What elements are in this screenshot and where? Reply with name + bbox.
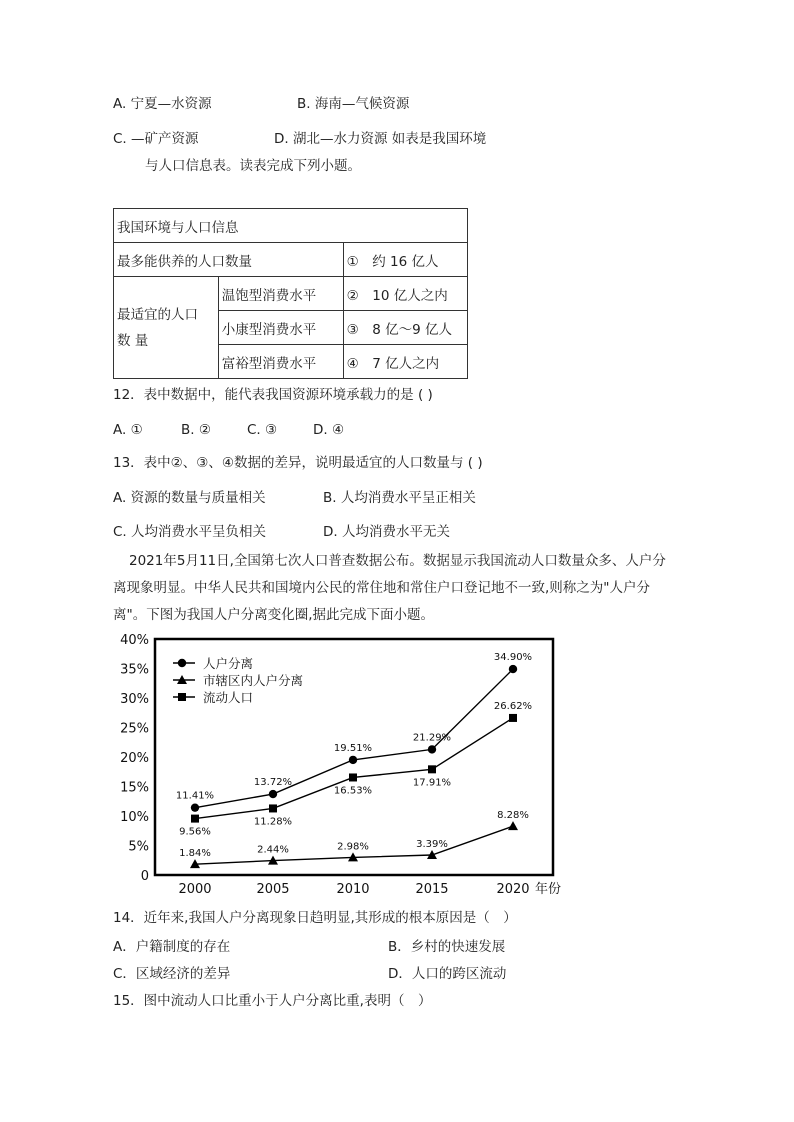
table-cell-value: ② 10 亿人之内 — [343, 277, 467, 311]
table-title: 我国环境与人口信息 — [114, 209, 468, 243]
q12-option-b: B. ② — [181, 422, 211, 438]
data-label: 21.29% — [412, 732, 452, 744]
data-label: 2.44% — [257, 844, 289, 856]
y-tick-label: 15% — [120, 780, 149, 796]
data-label: 34.90% — [493, 652, 533, 664]
data-point-marker — [428, 765, 436, 773]
legend-label: 流动人口 — [203, 690, 254, 705]
series-line — [195, 718, 513, 819]
q13-option-c: C. 人均消费水平呈负相关 — [113, 524, 267, 540]
data-label: 2.98% — [337, 841, 369, 853]
data-point-marker — [508, 821, 518, 830]
q13-option-b: B. 人均消费水平呈正相关 — [323, 490, 476, 506]
passage-line-3: 离"。下图为我国人户分离变化圈,据此完成下面小题。 — [113, 607, 435, 623]
q12-option-a: A. ① — [113, 422, 143, 438]
table-cell-label: 小康型消费水平 — [218, 311, 343, 345]
q11-option-b: B. 海南—气候资源 — [297, 96, 410, 112]
passage-line-2: 离现象明显。中华人民共和国境内公民的常住地和常住户口登记地不一致,则称之为"人户分 — [113, 580, 650, 596]
data-point-marker — [349, 756, 357, 764]
q14-option-c: C．区域经济的差异 — [113, 966, 231, 982]
data-label: 17.91% — [412, 777, 452, 789]
data-label: 13.72% — [253, 777, 293, 789]
x-axis-unit-label: 年份 — [535, 882, 562, 897]
data-point-marker — [428, 745, 436, 753]
x-tick-label: 2010 — [336, 882, 370, 897]
passage-line-1: 2021年5月11日,全国第七次人口普查数据公布。数据显示我国流动人口数量众多、人户分 — [129, 553, 666, 569]
q11-option-a: A. 宁夏—水资源 — [113, 96, 212, 112]
population-separation-line-chart — [110, 630, 570, 898]
q11-option-d: D. 湖北—水力资源 如表是我国环境 — [274, 131, 487, 147]
y-tick-label: 0 — [140, 869, 149, 884]
y-tick-label: 40% — [120, 633, 149, 648]
table-cell-label: 富裕型消费水平 — [218, 345, 343, 379]
q14-stem: 14．近年来,我国人户分离现象日趋明显,其形成的根本原因是（ ） — [113, 910, 517, 926]
data-label: 16.53% — [333, 785, 373, 797]
q14-option-a: A．户籍制度的存在 — [113, 939, 231, 955]
data-point-marker — [509, 665, 517, 673]
data-point-marker — [269, 790, 277, 798]
q13-option-d: D. 人均消费水平无关 — [323, 524, 450, 540]
data-label: 8.28% — [497, 810, 529, 822]
y-tick-label: 35% — [120, 662, 149, 678]
legend-marker — [178, 693, 186, 701]
q12-stem: 12．表中数据中，能代表我国资源环境承载力的是 ( ) — [113, 387, 433, 403]
table-row-max-population-label: 最多能供养的人口数量 — [114, 243, 344, 277]
q12-option-d: D. ④ — [313, 422, 345, 438]
data-label: 1.84% — [179, 848, 211, 860]
x-tick-label: 2015 — [415, 882, 449, 897]
data-point-marker — [349, 773, 357, 781]
table-group-label — [114, 277, 219, 379]
data-label: 19.51% — [333, 742, 373, 754]
q13-stem: 13．表中②、③、④数据的差异，说明最适宜的人口数量与 ( ) — [113, 455, 483, 471]
data-label: 11.41% — [175, 790, 215, 802]
data-label: 3.39% — [416, 838, 448, 850]
q12-option-c: C. ③ — [247, 422, 278, 438]
y-tick-label: 5% — [128, 839, 149, 855]
x-tick-label: 2020 — [496, 882, 530, 897]
table-cell-label: 温饱型消费水平 — [218, 277, 343, 311]
data-label: 11.28% — [253, 816, 293, 828]
legend-label: 市辖区内人户分离 — [203, 673, 304, 688]
legend-marker — [178, 659, 186, 667]
environment-population-table — [113, 208, 468, 379]
y-tick-label: 30% — [120, 692, 149, 707]
data-point-marker — [509, 714, 517, 722]
y-tick-label: 10% — [120, 810, 149, 825]
legend-label: 人户分离 — [203, 656, 254, 671]
data-label: 26.62% — [493, 700, 533, 712]
q14-option-b: B．乡村的快速发展 — [388, 939, 506, 955]
table-row-max-population-value: ① 约 16 亿人 — [343, 243, 467, 277]
q14-option-d: D．人口的跨区流动 — [388, 966, 507, 982]
table-cell-value: ④ 7 亿人之内 — [343, 345, 467, 379]
q11-option-c: C. —矿产资源 — [113, 131, 199, 147]
x-tick-label: 2005 — [256, 882, 290, 897]
data-point-marker — [191, 803, 199, 811]
group-label-line-2: 数 量 — [117, 332, 149, 349]
table-cell-value: ③ 8 亿～9 亿人 — [343, 311, 467, 345]
q11-continuation: 与人口信息表。读表完成下列小题。 — [145, 158, 361, 174]
data-point-marker — [191, 815, 199, 823]
data-label: 9.56% — [179, 826, 211, 838]
y-tick-label: 25% — [120, 721, 149, 737]
x-tick-label: 2000 — [178, 882, 212, 897]
group-label-line-1: 最适宜的人口 — [117, 306, 198, 323]
y-tick-label: 20% — [120, 751, 149, 766]
q13-option-a: A. 资源的数量与质量相关 — [113, 490, 266, 506]
q15-stem: 15．图中流动人口比重小于人户分离比重,表明（ ） — [113, 993, 432, 1009]
data-point-marker — [269, 804, 277, 812]
